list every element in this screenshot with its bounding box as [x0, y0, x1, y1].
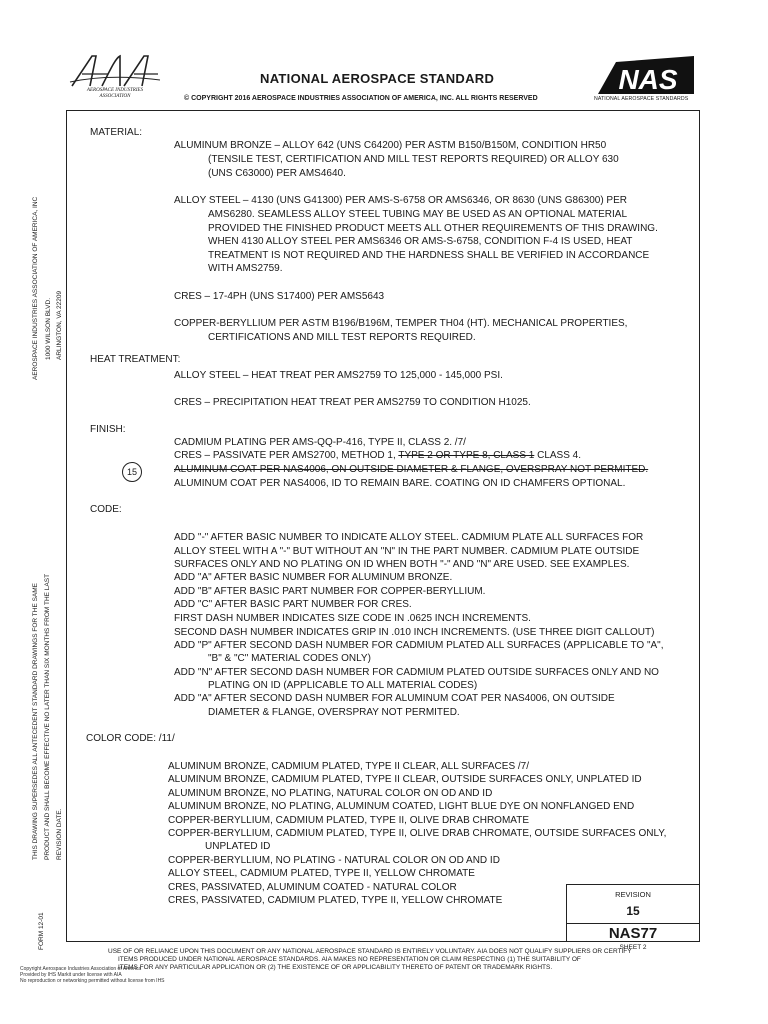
color-code-line: COPPER-BERYLLIUM, CADMIUM PLATED, TYPE II, OLIVE DRAB CHROMATE [168, 815, 529, 826]
copyright-notice: © COPYRIGHT 2016 AEROSPACE INDUSTRIES ASSOCIATION OF AMERICA, INC. ALL RIGHTS RESERVED [184, 95, 538, 102]
color-code-line: ALUMINUM BRONZE, CADMIUM PLATED, TYPE II CLEAR, ALL SURFACES /7/ [168, 761, 530, 772]
side-address: AEROSPACE INDUSTRIES ASSOCIATION OF AMERICA, INC [32, 196, 39, 380]
finish-heading: FINISH: [90, 424, 126, 435]
color-code-line: COPPER-BERYLLIUM, NO PLATING - NATURAL COLOR ON OD AND ID [168, 855, 500, 866]
document-number: NAS77 [608, 925, 658, 942]
code-line: SECOND DASH NUMBER INDICATES GRIP IN .010 INCH INCREMENTS. (USE THREE DIGIT CALLOUT) [174, 627, 655, 638]
revision-label: REVISION [615, 890, 651, 899]
material-line: COPPER-BERYLLIUM PER ASTM B196/B196M, TEMPER TH04 (HT). MECHANICAL PROPERTIES, [174, 318, 628, 329]
code-line: DIAMETER & FLANGE, OVERSPRAY NOT PERMITED. [208, 707, 460, 718]
side-supersedes: PRODUCT AND SHALL BECOME EFFECTIVE NO LATER THAN SIX MONTHS FROM THE LAST [44, 573, 51, 860]
heat-treatment-heading: HEAT TREATMENT: [90, 354, 181, 365]
nas-logo-subtitle: NATIONAL AEROSPACE STANDARDS [594, 96, 689, 102]
code-line: SURFACES ONLY AND NO PLATING ON ID WHEN BOTH "-" AND "N" ARE USED. SEE EXAMPLES. [174, 559, 630, 570]
aia-logo-subtitle: AEROSPACE INDUSTRIES ASSOCIATION [86, 88, 144, 99]
material-line: TREATMENT IS NOT REQUIRED AND THE HARDNESS SHALL BE VERIFIED IN ACCORDANCE [208, 250, 650, 261]
nas-logo [596, 54, 696, 102]
svg-text:NAS: NAS [618, 64, 678, 95]
material-line: ALLOY STEEL – 4130 (UNS G41300) PER AMS-S-6758 OR AMS6346, OR 8630 (UNS G86300) PER [174, 195, 627, 206]
material-line: AMS6280. SEAMLESS ALLOY STEEL TUBING MAY BE USED AS AN OPTIONAL MATERIAL [208, 209, 628, 220]
material-line: (TENSILE TEST, CERTIFICATION AND MILL TEST REPORTS REQUIRED) OR ALLOY 630 [208, 154, 619, 165]
revision-divider [566, 923, 700, 924]
material-line: CRES – 17-4PH (UNS S17400) PER AMS5643 [174, 291, 385, 302]
finish-line: ALUMINUM COAT PER NAS4006, ID TO REMAIN BARE. COATING ON ID CHAMFERS OPTIONAL. [174, 478, 626, 489]
footer-disclaimer: USE OF OR RELIANCE UPON THIS DOCUMENT OR ANY NATIONAL AEROSPACE STANDARD IS ENTIRELY VOLUNTARY. AIA DOES NOT QUALIFY SUPPLIERS OR CERTIFY [108, 948, 632, 955]
material-line: WITH AMS2759. [208, 263, 283, 274]
color-code-line: UNPLATED ID [205, 841, 271, 852]
revision-number: 15 [626, 904, 640, 918]
finish-line-struck: ALUMINUM COAT PER NAS4006, ON OUTSIDE DIAMETER & FLANGE, OVERSPRAY NOT PERMITED. [174, 464, 649, 475]
code-line: ADD "A" AFTER BASIC NUMBER FOR ALUMINUM BRONZE. [174, 572, 453, 583]
color-code-line: COPPER-BERYLLIUM, CADMIUM PLATED, TYPE II, OLIVE DRAB CHROMATE, OUTSIDE SURFACES ONLY, [168, 828, 667, 839]
material-line: WHEN 4130 ALLOY STEEL PER AMS6346 OR AMS-S-6758, CONDITION F-4 IS USED, HEAT [208, 236, 633, 247]
color-code-line: ALLOY STEEL, CADMIUM PLATED, TYPE II, YELLOW CHROMATE [168, 868, 475, 879]
code-heading: CODE: [90, 504, 122, 515]
material-line: (UNS C63000) PER AMS4640. [208, 168, 346, 179]
code-line: ADD "-" AFTER BASIC NUMBER TO INDICATE ALLOY STEEL. CADMIUM PLATE ALL SURFACES FOR [174, 532, 644, 543]
code-line: FIRST DASH NUMBER INDICATES SIZE CODE IN .0625 INCH INCREMENTS. [174, 613, 531, 624]
side-address: 1000 WILSON BLVD. [45, 297, 52, 360]
finish-line: CADMIUM PLATING PER AMS-QQ-P-416, TYPE II, CLASS 2. /7/ [174, 437, 466, 448]
code-line: ADD "P" AFTER SECOND DASH NUMBER FOR CADMIUM PLATED ALL SURFACES (APPLICABLE TO "A", [174, 640, 664, 651]
footer-disclaimer: ITEMS PRODUCED UNDER NATIONAL AEROSPACE STANDARDS. AIA MAKES NO REPRESENTATION OR CLAIM RESPECTING (1) THE SUITABILITY OF [118, 956, 581, 963]
side-supersedes: REVISION DATE. [56, 808, 63, 860]
material-line: PROVIDED THE FINISHED PRODUCT MEETS ALL OTHER REQUIREMENTS OF THIS DRAWING. [208, 223, 658, 234]
material-line: CERTIFICATIONS AND MILL TEST REPORTS REQUIRED. [208, 332, 476, 343]
heat-treatment-line: CRES – PRECIPITATION HEAT TREAT PER AMS2759 TO CONDITION H1025. [174, 397, 531, 408]
page-title: NATIONAL AEROSPACE STANDARD [260, 71, 495, 86]
footer-disclaimer: ITEMS FOR ANY PARTICULAR APPLICATION OR (2) THE EXISTENCE OF OR APPLICABILITY THERETO OF PATENT OR TRADEMARK RIGHTS. [118, 964, 553, 971]
code-line: ADD "N" AFTER SECOND DASH NUMBER FOR CADMIUM PLATED OUTSIDE SURFACES ONLY AND NO [174, 667, 659, 678]
code-line: ADD "A" AFTER SECOND DASH NUMBER FOR ALUMINUM COAT PER NAS4006, ON OUTSIDE [174, 693, 615, 704]
struck-text: TYPE 2 OR TYPE 8, CLASS 1 [398, 450, 535, 461]
form-number: FORM 12-01 [38, 912, 45, 950]
sheet-number: SHEET 2 [619, 944, 647, 951]
code-line: PLATING ON ID (APPLICABLE TO ALL MATERIAL CODES) [208, 680, 478, 691]
code-line: ADD "B" AFTER BASIC PART NUMBER FOR COPPER-BERYLLIUM. [174, 586, 486, 597]
code-line: ALLOY STEEL WITH A "-" BUT WITHOUT AN "N" IN THE PART NUMBER. CADMIUM PLATE OUTSIDE [174, 546, 640, 557]
revision-marker: 15 [122, 462, 142, 482]
code-line: "B" & "C" MATERIAL CODES ONLY) [208, 653, 371, 664]
material-heading: MATERIAL: [90, 127, 143, 138]
code-line: ADD "C" AFTER BASIC PART NUMBER FOR CRES. [174, 599, 412, 610]
color-code-line: CRES, PASSIVATED, ALUMINUM COATED - NATURAL COLOR [168, 882, 457, 893]
side-supersedes: THIS DRAWING SUPERSEDES ALL ANTECEDENT STANDARD DRAWINGS FOR THE SAME [32, 582, 39, 860]
heat-treatment-line: ALLOY STEEL – HEAT TREAT PER AMS2759 TO 125,000 - 145,000 PSI. [174, 370, 503, 381]
color-code-line: ALUMINUM BRONZE, CADMIUM PLATED, TYPE II CLEAR, OUTSIDE SURFACES ONLY, UNPLATED ID [168, 774, 642, 785]
finish-line: CRES – PASSIVATE PER AMS2700, METHOD 1, TYPE 2 OR TYPE 8, CLASS 1 CLASS 4. [174, 450, 582, 461]
color-code-line: CRES, PASSIVATED, CADMIUM PLATED, TYPE II, YELLOW CHROMATE [168, 895, 503, 906]
color-code-heading: COLOR CODE: /11/ [86, 733, 175, 744]
footer-license: Copyright Aerospace Industries Association of America Provided by IHS Markit under license with AIA No reproduction or networking permitted without license from IHS [20, 966, 165, 984]
side-address: ARLINGTON, VA 22209 [56, 290, 63, 360]
material-line: ALUMINUM BRONZE – ALLOY 642 (UNS C64200) PER ASTM B150/B150M, CONDITION HR50 [174, 140, 607, 151]
color-code-line: ALUMINUM BRONZE, NO PLATING, NATURAL COLOR ON OD AND ID [168, 788, 493, 799]
color-code-line: ALUMINUM BRONZE, NO PLATING, ALUMINUM COATED, LIGHT BLUE DYE ON NONFLANGED END [168, 801, 635, 812]
